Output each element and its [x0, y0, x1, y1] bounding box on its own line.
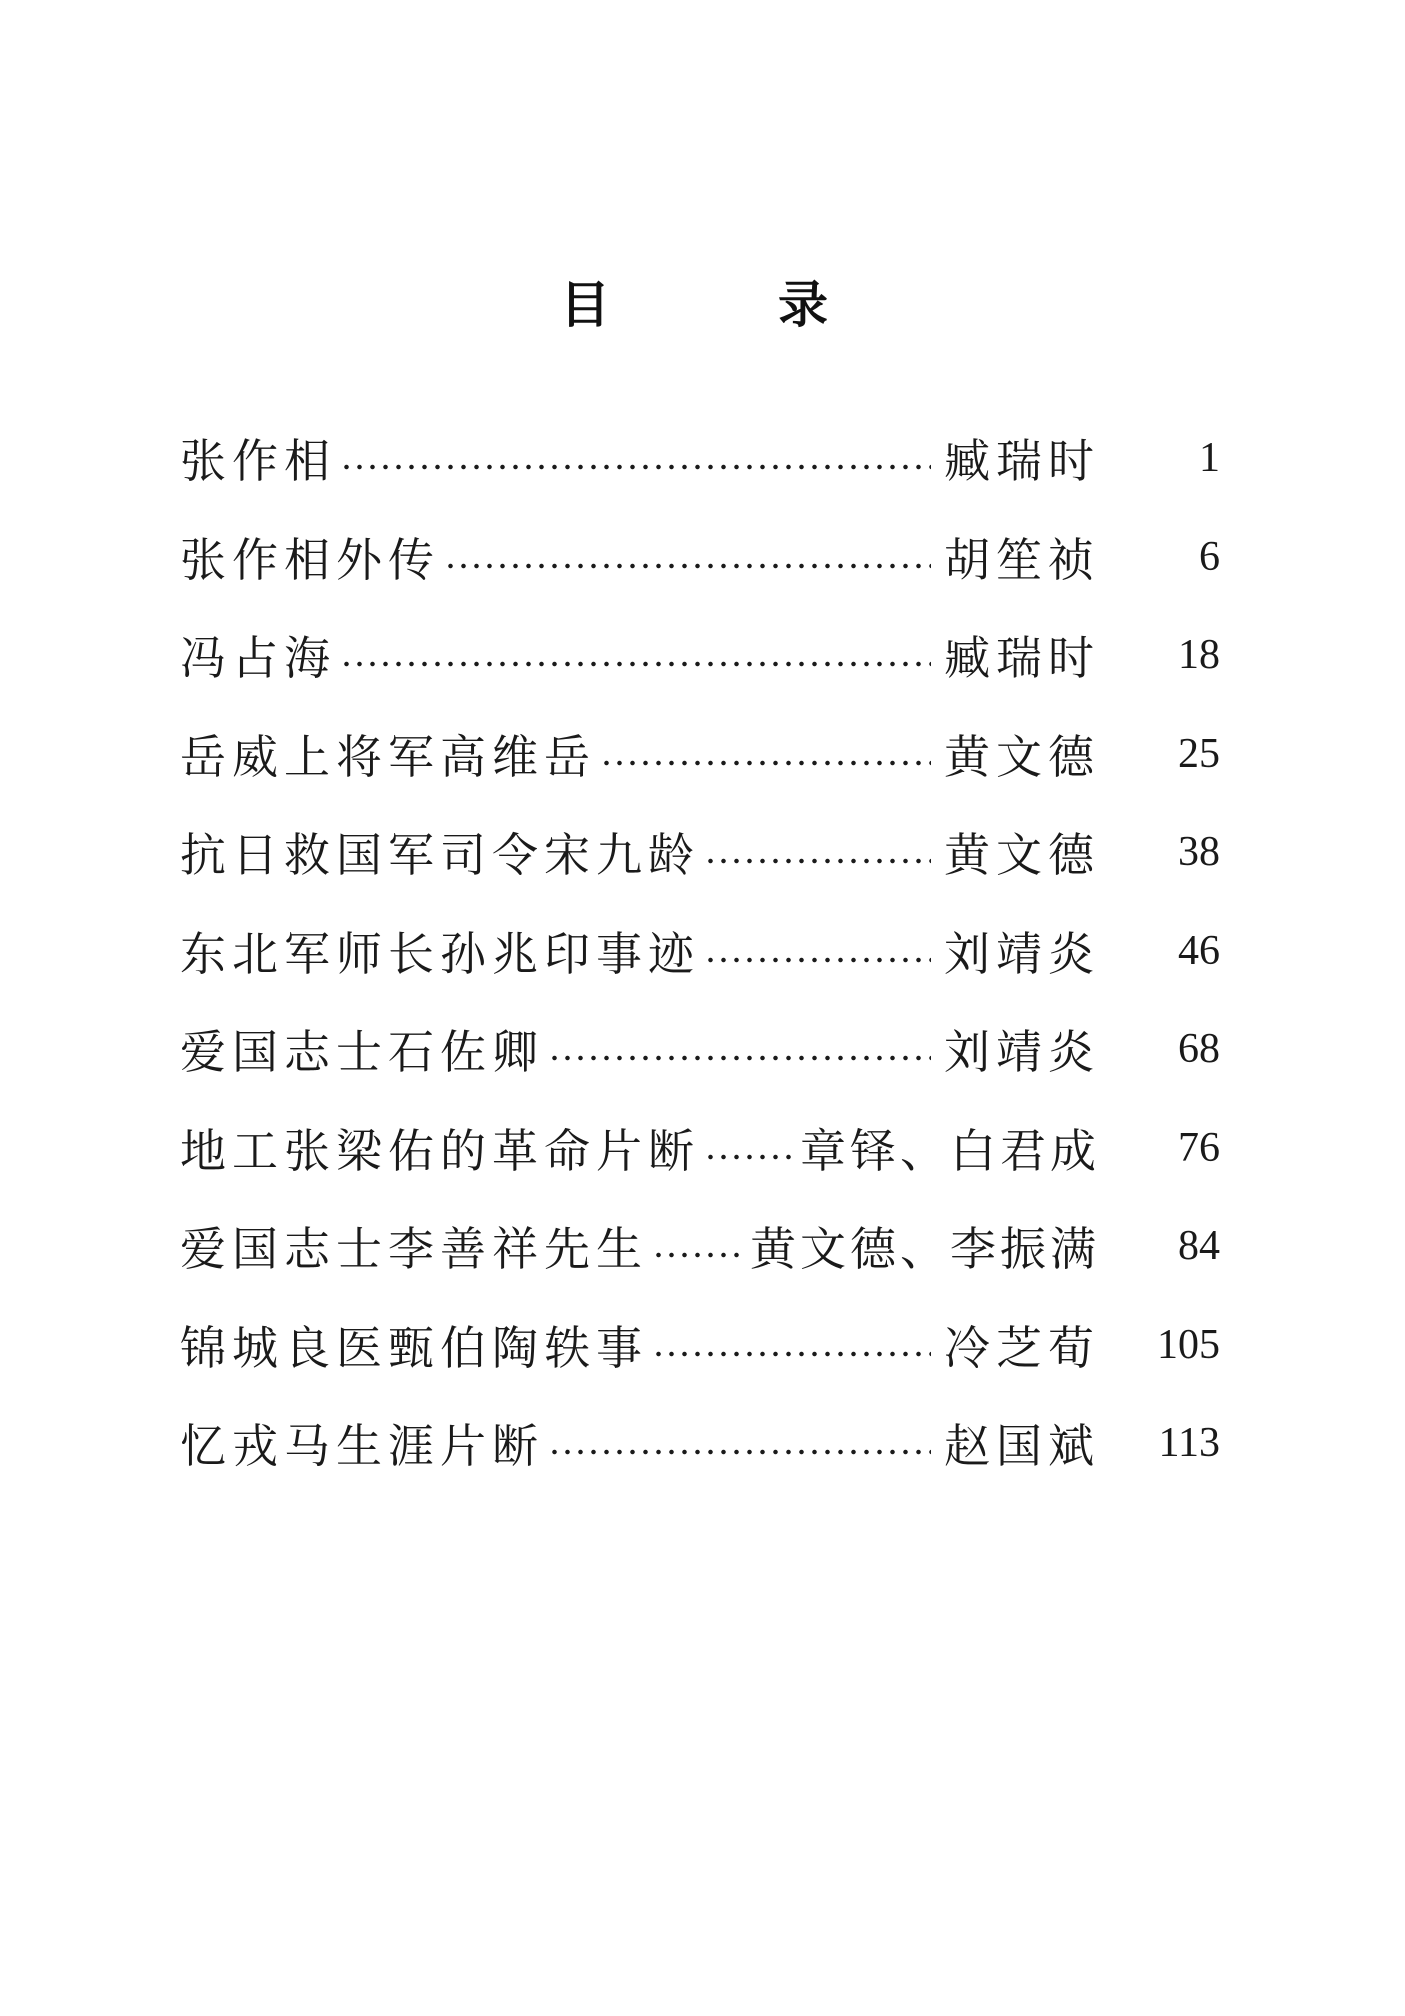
toc-heading: [0, 270, 1405, 340]
toc-entry-title: 地工张梁佑的革命片断: [180, 1123, 700, 1178]
toc-entry-page: 18: [1178, 632, 1220, 679]
toc-entry-page: 6: [1199, 533, 1220, 580]
toc-entry-author: 黄文德: [944, 729, 1100, 784]
toc-dot-leader: [340, 463, 931, 471]
toc-dot-leader: [704, 857, 931, 865]
toc-entry: [180, 1394, 1220, 1493]
toc-entry: [180, 705, 1220, 804]
toc-entry-author: 刘靖炎: [944, 926, 1100, 981]
toc-entry-page: 46: [1178, 927, 1220, 974]
toc-entry-title: 爱国志士石佐卿: [180, 1025, 544, 1080]
toc-entry-title: 锦城良医甄伯陶轶事: [180, 1320, 648, 1375]
toc-entry-author: 黄文德、李振满: [750, 1222, 1100, 1277]
toc-entry-author: 臧瑞时: [944, 434, 1100, 489]
toc-entry: [180, 409, 1220, 508]
toc-entry: [180, 1296, 1220, 1395]
toc-entry-page: 1: [1199, 435, 1220, 482]
toc-dot-leader: [548, 1448, 931, 1456]
toc-entry-author: 胡笙祯: [944, 532, 1100, 587]
toc-dot-leader: [444, 562, 931, 570]
toc-entry: [180, 803, 1220, 902]
toc-entry-title: 岳威上将军高维岳: [180, 729, 596, 784]
toc-entry-author: 臧瑞时: [944, 631, 1100, 686]
toc-entry-author: 冷芝荀: [944, 1320, 1100, 1375]
toc-entry-title: 冯占海: [180, 631, 336, 686]
toc-entry: [180, 902, 1220, 1001]
toc-list: [180, 409, 1220, 1493]
toc-dot-leader: [704, 1153, 796, 1161]
toc-entry-title: 张作相: [180, 434, 336, 489]
toc-entry-title: 张作相外传: [180, 532, 440, 587]
toc-entry-title: 东北军师长孙兆印事迹: [180, 926, 700, 981]
toc-entry: [180, 1000, 1220, 1099]
toc-entry-author: 赵国斌: [944, 1419, 1100, 1474]
toc-entry-page: 38: [1178, 829, 1220, 876]
toc-entry-page: 76: [1178, 1124, 1220, 1171]
toc-entry-page: 68: [1178, 1026, 1220, 1073]
toc-entry: [180, 1197, 1220, 1296]
toc-entry-author: 章铎、白君成: [800, 1123, 1100, 1178]
toc-dot-leader: [340, 660, 931, 668]
toc-dot-leader: [704, 956, 931, 964]
toc-heading-char-2: 录: [778, 276, 828, 334]
toc-entry-page: 84: [1178, 1223, 1220, 1270]
toc-entry-title: 爱国志士李善祥先生: [180, 1222, 648, 1277]
toc-entry-page: 25: [1178, 730, 1220, 777]
toc-entry-author: 刘靖炎: [944, 1025, 1100, 1080]
toc-entry-page: 105: [1157, 1321, 1220, 1368]
toc-entry-title: 忆戎马生涯片断: [180, 1419, 544, 1474]
toc-dot-leader: [548, 1054, 931, 1062]
toc-entry-author: 黄文德: [944, 828, 1100, 883]
toc-heading-char-1: 目: [560, 276, 610, 334]
toc-entry-title: 抗日救国军司令宋九龄: [180, 828, 700, 883]
toc-dot-leader: [652, 1350, 931, 1358]
toc-entry: [180, 508, 1220, 607]
toc-entry: [180, 1099, 1220, 1198]
toc-dot-leader: [600, 759, 931, 767]
toc-dot-leader: [652, 1251, 746, 1259]
toc-entry-page: 113: [1158, 1420, 1220, 1467]
toc-entry: [180, 606, 1220, 705]
